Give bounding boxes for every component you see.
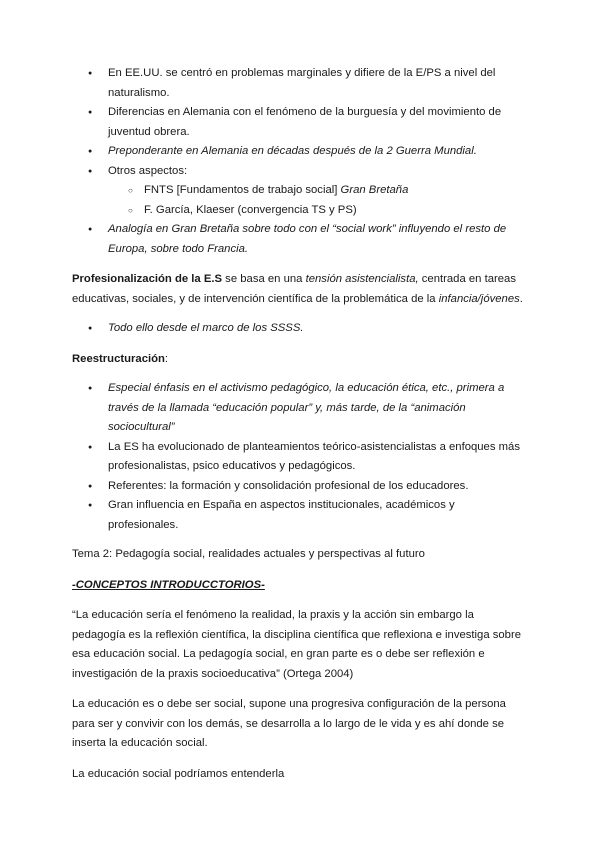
reestructuracion-heading — [72, 350, 528, 370]
list-item: ● Analogía en Gran Bretaña sobre todo con el “social work” influyendo el resto de Europa, sobre todo Francia. — [72, 220, 528, 259]
list-item: ● Especial énfasis en el activismo pedagógico, la educación ética, etc., primera a través de la llamada “educación popular” y, más tarde, de la “animación sociocultural” — [72, 379, 528, 438]
sub-item-italic: Gran Bretaña — [340, 184, 409, 196]
paragraph: La educación social podríamos entenderla — [72, 767, 285, 780]
profesionalizacion-paragraph — [72, 270, 528, 309]
sub-list — [72, 181, 528, 220]
heading-colon: : — [164, 352, 169, 365]
text: se basa en una — [222, 273, 306, 285]
text: . — [519, 292, 523, 305]
list-item: ● Preponderante en Alemania en décadas después de la 2 Guerra Mundial. — [72, 142, 528, 162]
sub-list-item — [72, 181, 528, 201]
list-item — [72, 162, 528, 221]
bullet-list-prof — [72, 319, 528, 339]
paragraph: La educación es o debe ser social, supone una progresiva configuración de la persona para ser y convivir con los demás, se desarrolla a lo largo de le vida y es ahí donde se inserta la educación social. — [72, 698, 506, 749]
tema-2-title: Tema 2: Pedagogía social, realidades actuales y perspectivas al futuro — [72, 548, 425, 560]
list-item: ● La ES ha evolucionado de planteamientos teórico-asistencialistas a enfoques más profesionalistas, psico educativos y pedagógicos. — [72, 438, 528, 477]
sub-list-item: ○ F. García, Klaeser (convergencia TS y PS) — [72, 201, 528, 221]
list-item: ● En EE.UU. se centró en problemas marginales y difiere de la E/PS a nivel del naturalismo. — [72, 64, 528, 103]
text: centrada en tareas educativas, sociales, y de intervención científica de la problemática de la — [72, 273, 516, 305]
italic-term: tensión asistencialista, — [305, 273, 419, 285]
list-item-text: Otros aspectos: — [108, 164, 188, 177]
italic-term: infancia/jóvenes — [438, 292, 520, 305]
ortega-quote: “La educación sería el fenómeno la realidad, la praxis y la acción sin embargo la pedagogía es la reflexión científica, la disciplina científica que reflexiona e investiga sobre esa educación social. La pedagogía social, en gran parte es o debe ser reflexión e investigación de la praxis socioeducativa” (Ortega 2004) — [72, 609, 522, 680]
bullet-list-reestructuracion — [72, 379, 528, 535]
heading-text: Reestructuración — [72, 352, 165, 365]
list-item: ● Referentes: la formación y consolidación profesional de los educadores. — [72, 477, 528, 497]
document-page — [72, 64, 528, 784]
list-item: ● Diferencias en Alemania con el fenómeno de la burguesía y del movimiento de juventud obrera. — [72, 103, 528, 142]
sub-item-text: FNTS [Fundamentos de trabajo social] — [144, 184, 341, 196]
list-item: ● Gran influencia en España en aspectos institucionales, académicos y profesionales. — [72, 496, 528, 535]
list-item: ● Todo ello desde el marco de los SSSS. — [72, 319, 528, 339]
conceptos-heading: -CONCEPTOS INTRODUCCTORIOS- — [72, 578, 265, 591]
bullet-list-origins — [72, 64, 528, 259]
bold-term: Profesionalización de la E.S — [72, 273, 223, 285]
